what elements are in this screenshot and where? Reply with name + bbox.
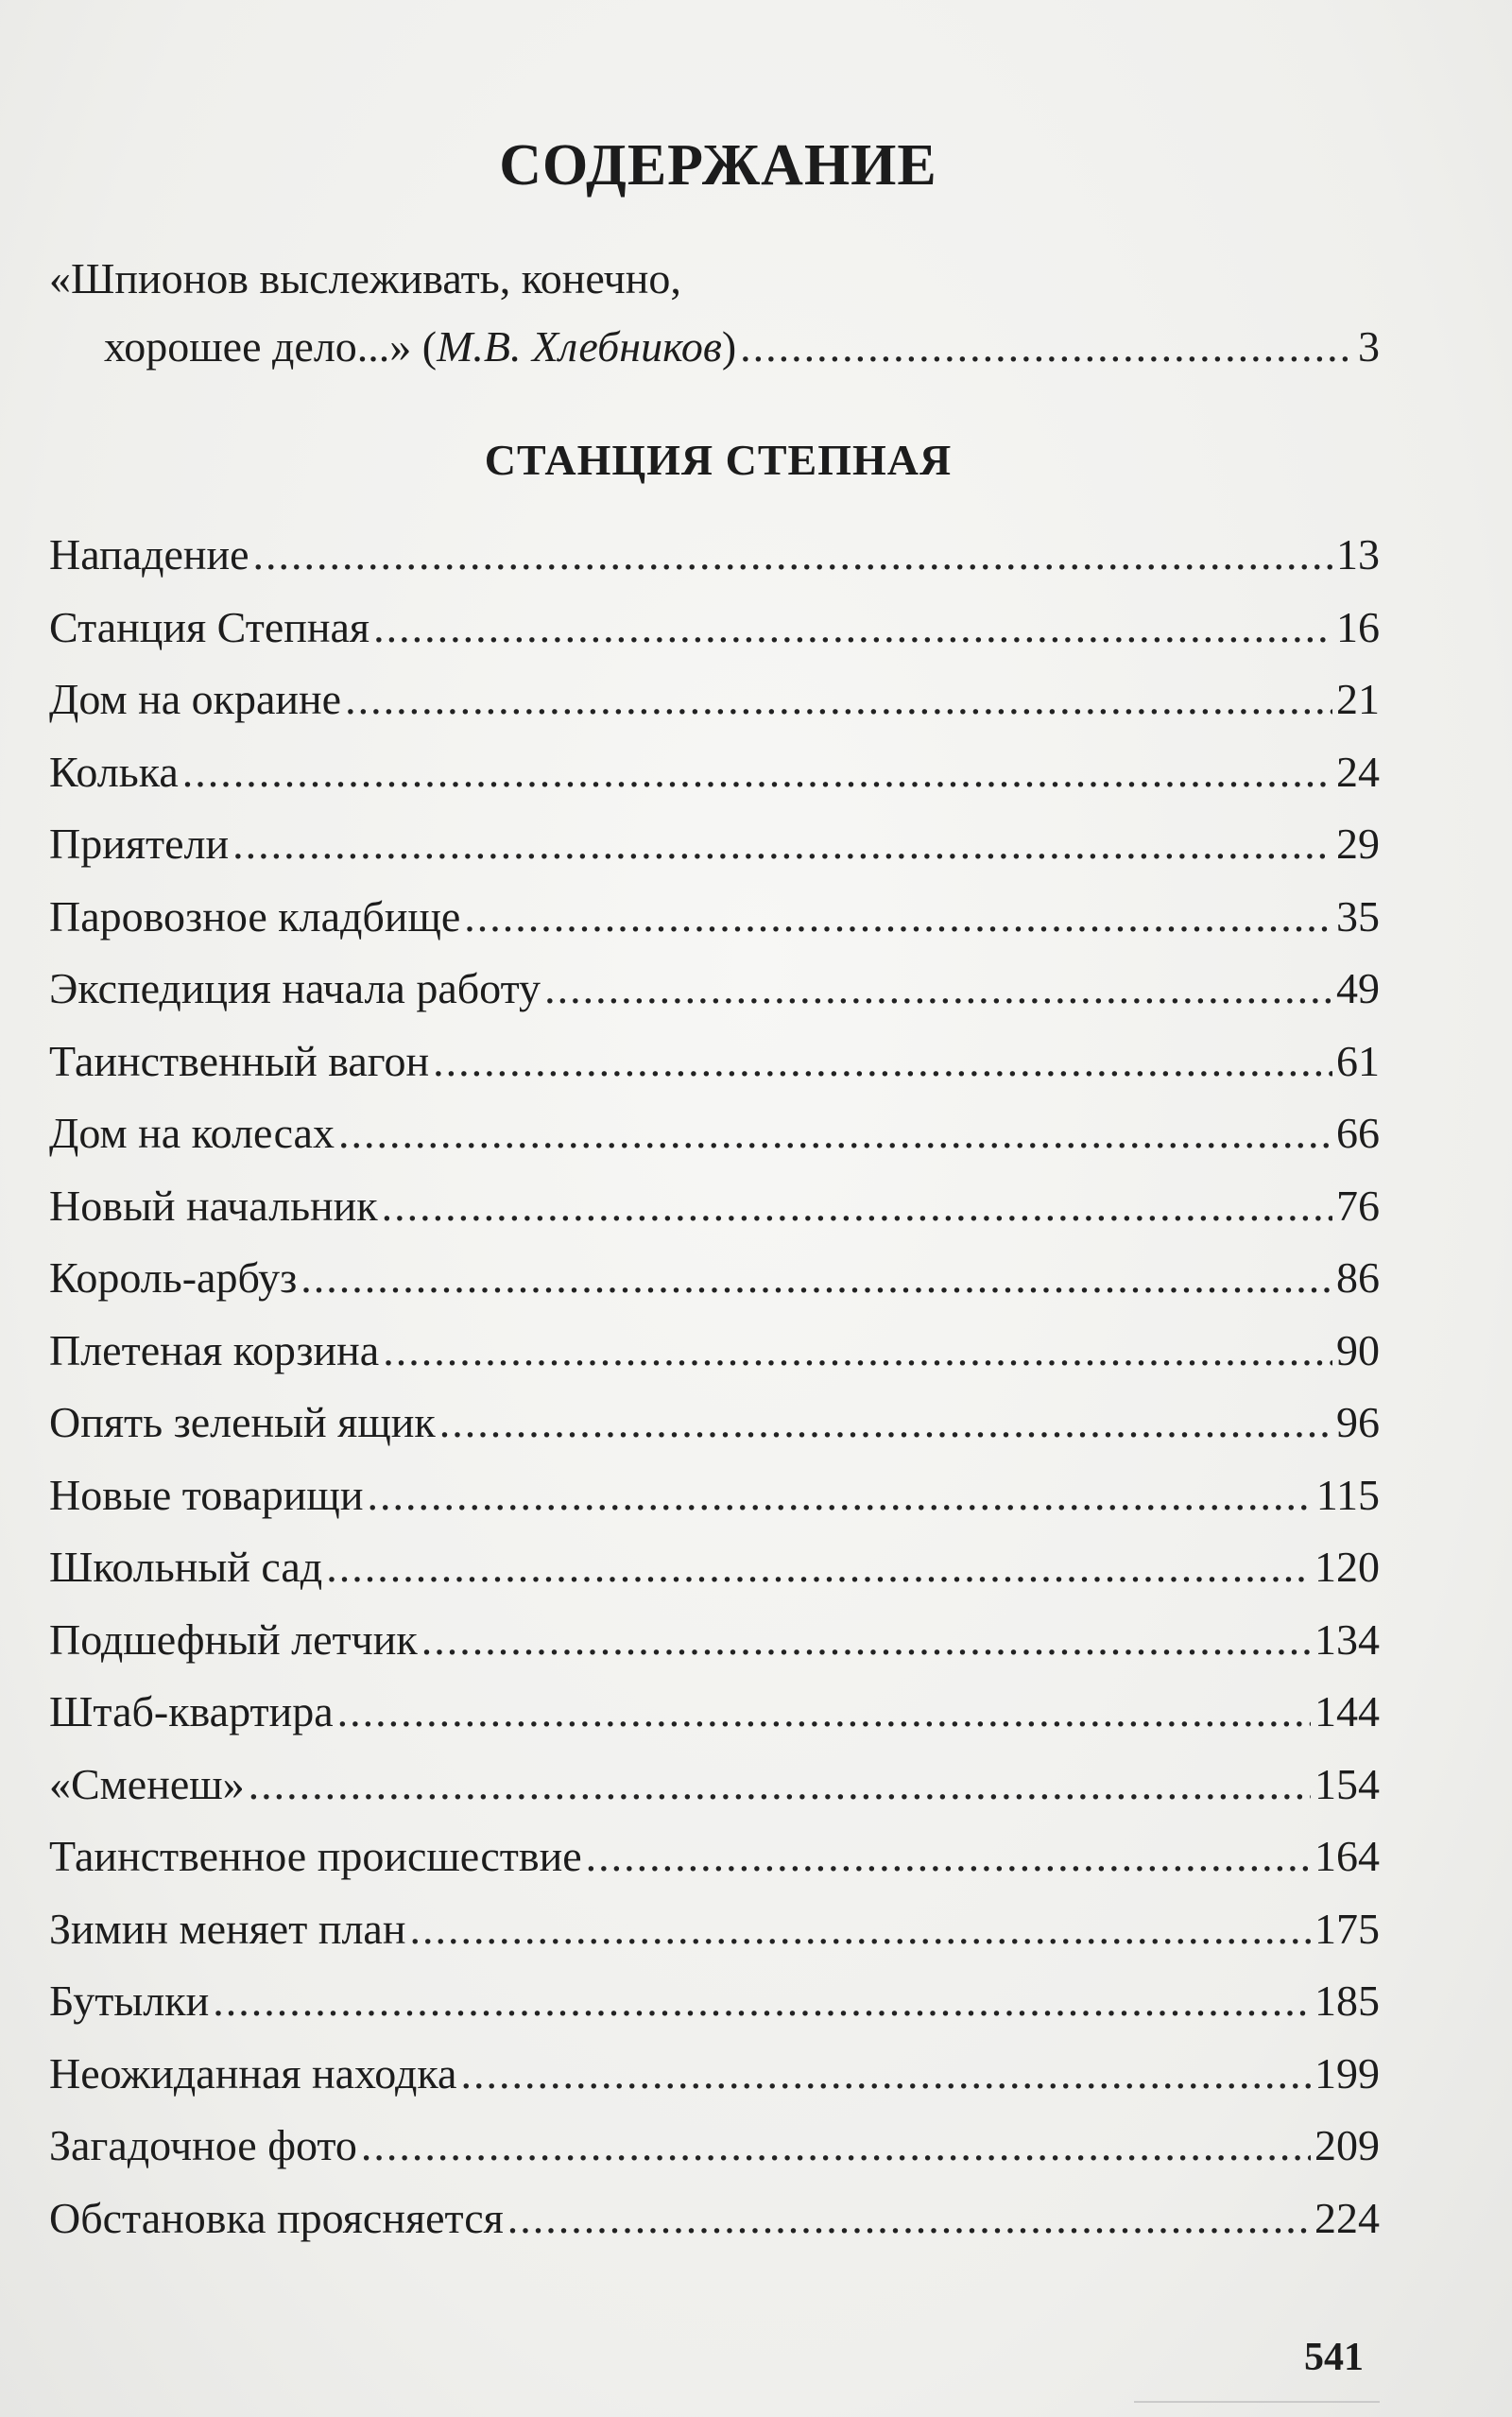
dot-leader <box>439 1397 1332 1447</box>
intro-entry-line1: «Шпионов выслеживать, конечно, <box>49 254 681 302</box>
toc-entry-page-number: 29 <box>1336 820 1380 868</box>
intro-entry <box>104 321 1380 378</box>
toc-entry-page-number: 86 <box>1336 1253 1380 1302</box>
toc-entry <box>49 1831 1380 1888</box>
toc-entry-page-number: 21 <box>1336 675 1380 723</box>
toc-entry-label: Подшефный летчик <box>49 1614 418 1664</box>
dot-leader <box>383 1325 1332 1375</box>
toc-entry-label: Паровозное кладбище <box>49 891 461 941</box>
section-heading: СТАНЦИЯ СТЕПНАЯ <box>484 436 953 484</box>
toc-entry-label: Загадочное фото <box>49 2121 357 2169</box>
dot-leader <box>232 819 1332 869</box>
toc-entry <box>49 1976 1380 2032</box>
toc-entry-label: Приятели <box>49 820 230 868</box>
toc-entry <box>49 891 1380 948</box>
toc-entry-page-number: 115 <box>1315 1470 1380 1519</box>
toc-entry-page-number: 154 <box>1314 1759 1380 1808</box>
toc-entry-label: Колька <box>49 747 179 796</box>
toc-entry-label: Новый начальник <box>49 1181 378 1230</box>
dot-leader <box>421 1614 1311 1665</box>
toc-entry <box>49 529 1380 586</box>
intro-page-number: 3 <box>1358 322 1380 371</box>
dot-leader <box>338 1108 1332 1158</box>
toc-entry-page-number: 134 <box>1314 1614 1380 1664</box>
toc-entry <box>49 1614 1380 1671</box>
toc-entry <box>49 602 1380 659</box>
dot-leader <box>249 1759 1311 1809</box>
toc-entry <box>49 1325 1380 1382</box>
dot-leader <box>382 1181 1332 1231</box>
toc-entry-label: Станция Степная <box>49 602 370 651</box>
toc-entry <box>49 747 1380 803</box>
dot-leader <box>326 1542 1311 1592</box>
toc-entry <box>49 1036 1380 1093</box>
toc-entry-label: Дом на окраине <box>49 675 342 723</box>
toc-entry-label: Опять зеленый ящик <box>49 1398 436 1446</box>
toc-entry-page-number: 13 <box>1336 530 1380 578</box>
toc-entry-label: Штаб-квартира <box>49 1687 334 1735</box>
toc-entry-label: Школьный сад <box>49 1543 323 1591</box>
dot-leader <box>433 1036 1332 1086</box>
toc-entry-page-number: 35 <box>1336 891 1380 941</box>
toc-entry <box>49 1904 1380 1960</box>
toc-entry-label: Плетеная корзина <box>49 1325 380 1374</box>
toc-entry <box>49 2048 1380 2105</box>
toc-entry <box>49 819 1380 875</box>
toc-entry-page-number: 16 <box>1336 602 1380 651</box>
intro-entry-label: хорошее дело...» (М.В. Хлебников) <box>104 322 737 371</box>
toc-entry <box>49 1686 1380 1743</box>
toc-entry-label: Зимин меняет план <box>49 1904 406 1953</box>
dot-leader <box>213 1976 1311 2026</box>
toc-entry-page-number: 175 <box>1314 1904 1380 1953</box>
toc-entry-label: Неожиданная находка <box>49 2048 457 2098</box>
toc-entry <box>49 1470 1380 1527</box>
toc-entry <box>49 1759 1380 1816</box>
dot-leader <box>544 963 1332 1013</box>
dot-leader <box>337 1686 1311 1736</box>
toc-entry-page-number: 49 <box>1336 964 1380 1012</box>
toc-entry <box>49 963 1380 1020</box>
toc-entry-page-number: 61 <box>1336 1036 1380 1085</box>
toc-entry-label: Нападение <box>49 530 249 578</box>
toc-entry-label: Бутылки <box>49 1977 210 2025</box>
toc-entry <box>49 1542 1380 1598</box>
toc-entry-page-number: 224 <box>1314 2193 1380 2242</box>
page-number: 541 <box>1304 2336 1364 2379</box>
dot-leader <box>367 1470 1312 1520</box>
toc-entry <box>49 2120 1380 2177</box>
toc-entry-label: Дом на колесах <box>49 1109 335 1157</box>
toc-entry-page-number: 199 <box>1314 2048 1380 2098</box>
toc-entry <box>49 2193 1380 2250</box>
dot-leader <box>409 1904 1311 1954</box>
footer-rule <box>1134 2401 1380 2403</box>
toc-entry-page-number: 164 <box>1314 1832 1380 1880</box>
toc-entry <box>49 674 1380 731</box>
dot-leader <box>182 747 1332 797</box>
toc-entry <box>49 1252 1380 1309</box>
toc-entry-page-number: 90 <box>1336 1325 1380 1374</box>
toc-entry-label: Король-арбуз <box>49 1253 298 1302</box>
toc-entry-label: Таинственный вагон <box>49 1036 430 1085</box>
toc-entry-page-number: 66 <box>1336 1109 1380 1157</box>
dot-leader <box>740 321 1354 371</box>
toc-entry-label: Новые товарищи <box>49 1470 364 1519</box>
intro-author: М.В. Хлебников <box>437 322 722 371</box>
toc-entry-label: Экспедиция начала работу <box>49 964 541 1012</box>
dot-leader <box>460 2048 1311 2098</box>
toc-entry-page-number: 76 <box>1336 1181 1380 1230</box>
toc-entry-page-number: 185 <box>1314 1977 1380 2025</box>
dot-leader <box>586 1831 1311 1881</box>
toc-entry <box>49 1108 1380 1165</box>
toc-entry-page-number: 120 <box>1314 1543 1380 1591</box>
dot-leader <box>361 2120 1311 2170</box>
dot-leader <box>345 674 1332 724</box>
toc-entry-label: Таинственное происшествие <box>49 1832 582 1880</box>
toc-entry-page-number: 96 <box>1336 1398 1380 1446</box>
toc-entry-label: «Сменеш» <box>49 1759 245 1808</box>
dot-leader <box>301 1252 1332 1303</box>
dot-leader <box>507 2193 1311 2243</box>
toc-entry-page-number: 209 <box>1314 2121 1380 2169</box>
dot-leader <box>464 891 1332 941</box>
page-title: СОДЕРЖАНИЕ <box>499 133 937 198</box>
toc-entry-label: Обстановка проясняется <box>49 2193 504 2242</box>
dot-leader <box>253 529 1332 579</box>
toc-entry-page-number: 144 <box>1314 1687 1380 1735</box>
toc-entry <box>49 1397 1380 1454</box>
dot-leader <box>373 602 1332 652</box>
toc-entry <box>49 1181 1380 1237</box>
toc-entry-page-number: 24 <box>1336 747 1380 796</box>
